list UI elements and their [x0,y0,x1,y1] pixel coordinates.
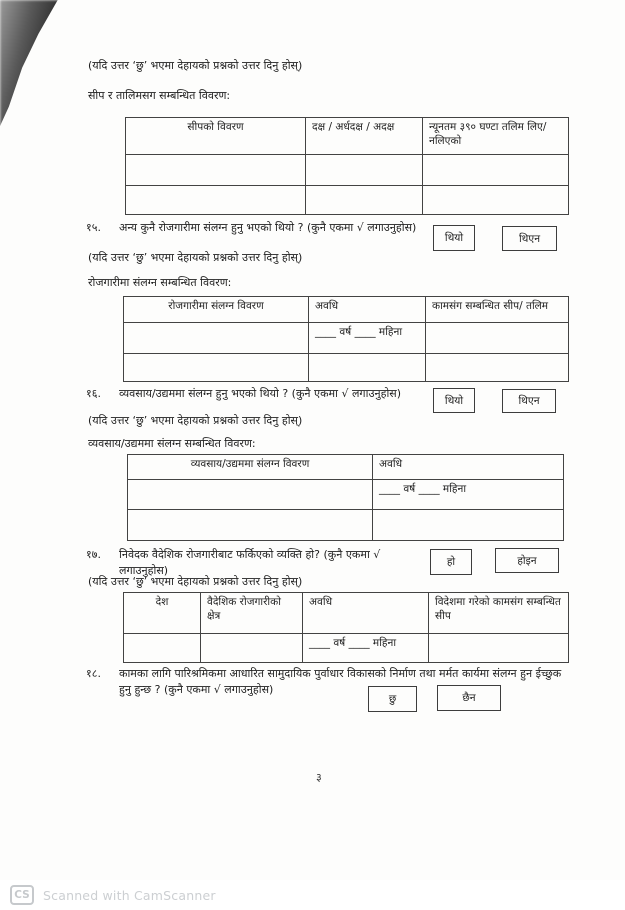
employment-section-title: रोजगारीमा संलग्न सम्बन्धित विवरण: [88,276,232,289]
option-box-chhaina[interactable]: छैन [437,685,501,711]
question-text-line1: कामका लागि पारिश्रमिकमा आधारित सामुदायिक पुर्वाधार विकासको निर्माण तथा मर्मत कार्यमा संलग्न हुन ईच्छुक [119,667,562,680]
employment-table [123,296,569,382]
empty-cell [126,155,306,186]
empty-cell [373,510,564,541]
conditional-note: (यदि उत्तर ‘छु’ भएमा देहायको प्रश्नको उत्तर दिनु होस्) [88,59,303,72]
empty-cell [426,354,569,382]
question-number: १५. [86,221,101,234]
business-table [127,454,564,541]
empty-cell [124,634,201,663]
question-16 [86,386,426,402]
scan-corner-shadow [0,0,74,130]
business-col-header: व्यवसाय/उद्यममा संलग्न विवरण [128,455,373,480]
skills-section-title: सीप र तालिमसग सम्बन्धित विवरण: [88,89,231,102]
empty-cell [429,634,569,663]
empty-cell [128,510,373,541]
employment-col-header: रोजगारीमा संलग्न विवरण [124,297,309,323]
question-number: १६. [86,387,101,400]
page-number: ३ [316,771,322,784]
foreign-col-header: विदेशमा गरेको कामसंग सम्बन्धित सीप [429,593,569,634]
foreign-col-header: अवधि [303,593,429,634]
business-col-header: अवधि [373,455,564,480]
question-15 [86,220,436,236]
duration-blank: ____ वर्ष ____ महिना [309,323,426,354]
question-number: १७. [86,548,101,561]
conditional-note: (यदि उत्तर ‘छु’ भएमा देहायको प्रश्नको उत्तर दिनु होस्) [88,575,303,588]
empty-cell [426,323,569,354]
duration-blank: ____ वर्ष ____ महिना [303,634,429,663]
empty-cell [423,186,569,215]
option-box-thiyo[interactable]: थियो [433,225,475,251]
camscanner-footer [0,880,625,910]
skills-col-header: सीपको विवरण [126,118,306,155]
conditional-note: (यदि उत्तर ‘छु’ भएमा देहायको प्रश्नको उत्तर दिनु होस्) [88,414,303,427]
empty-cell [423,155,569,186]
camscanner-logo-icon: CS [10,885,34,905]
option-box-thiyo[interactable]: थियो [433,388,475,413]
skills-col-header: न्यूनतम ३९० घण्टा तलिम लिए/नलिएको [423,118,569,155]
employment-col-header: कामसंग सम्बन्धित सीप/ तलिम [426,297,569,323]
question-number: १८. [86,667,101,680]
empty-cell [124,323,309,354]
empty-cell [128,480,373,510]
foreign-col-header: देश [124,593,201,634]
empty-cell [126,186,306,215]
option-box-thiena[interactable]: थिएन [502,389,556,413]
skills-table [125,117,569,215]
option-box-hoina[interactable]: होइन [495,548,559,573]
option-box-chhu[interactable]: छु [368,686,417,712]
skills-col-header: दक्ष / अर्धदक्ष / अदक्ष [306,118,423,155]
question-text: निवेदक वैदेशिक रोजगारीबाट फर्किएको व्यक्ति हो? (कुनै एकमा √ लगाउनुहोस) [119,548,381,577]
question-text: अन्य कुनै रोजगारीमा संलग्न हुनु भएको थियो ? (कुनै एकमा √ लगाउनुहोस) [119,221,417,234]
camscanner-label: Scanned with CamScanner [43,887,216,903]
foreign-employment-table [123,592,569,663]
empty-cell [306,186,423,215]
duration-blank: ____ वर्ष ____ महिना [373,480,564,510]
question-text-line2: हुनु हुन्छ ? (कुनै एकमा √ लगाउनुहोस) [119,683,274,696]
option-box-ho[interactable]: हो [430,549,472,575]
employment-col-header: अवधि [309,297,426,323]
conditional-note: (यदि उत्तर ‘छु’ भएमा देहायको प्रश्नको उत्तर दिनु होस्) [88,251,303,264]
empty-cell [306,155,423,186]
option-box-thiena[interactable]: थिएन [502,226,557,251]
question-text: व्यवसाय/उद्यममा संलग्न हुनु भएको थियो ? (कुनै एकमा √ लगाउनुहोस) [119,387,402,400]
empty-cell [201,634,303,663]
empty-cell [124,354,309,382]
empty-cell [309,354,426,382]
business-section-title: व्यवसाय/उद्यममा संलग्न सम्बन्धित विवरण: [88,437,256,450]
foreign-col-header: वैदेशिक रोजगारीको क्षेत्र [201,593,303,634]
